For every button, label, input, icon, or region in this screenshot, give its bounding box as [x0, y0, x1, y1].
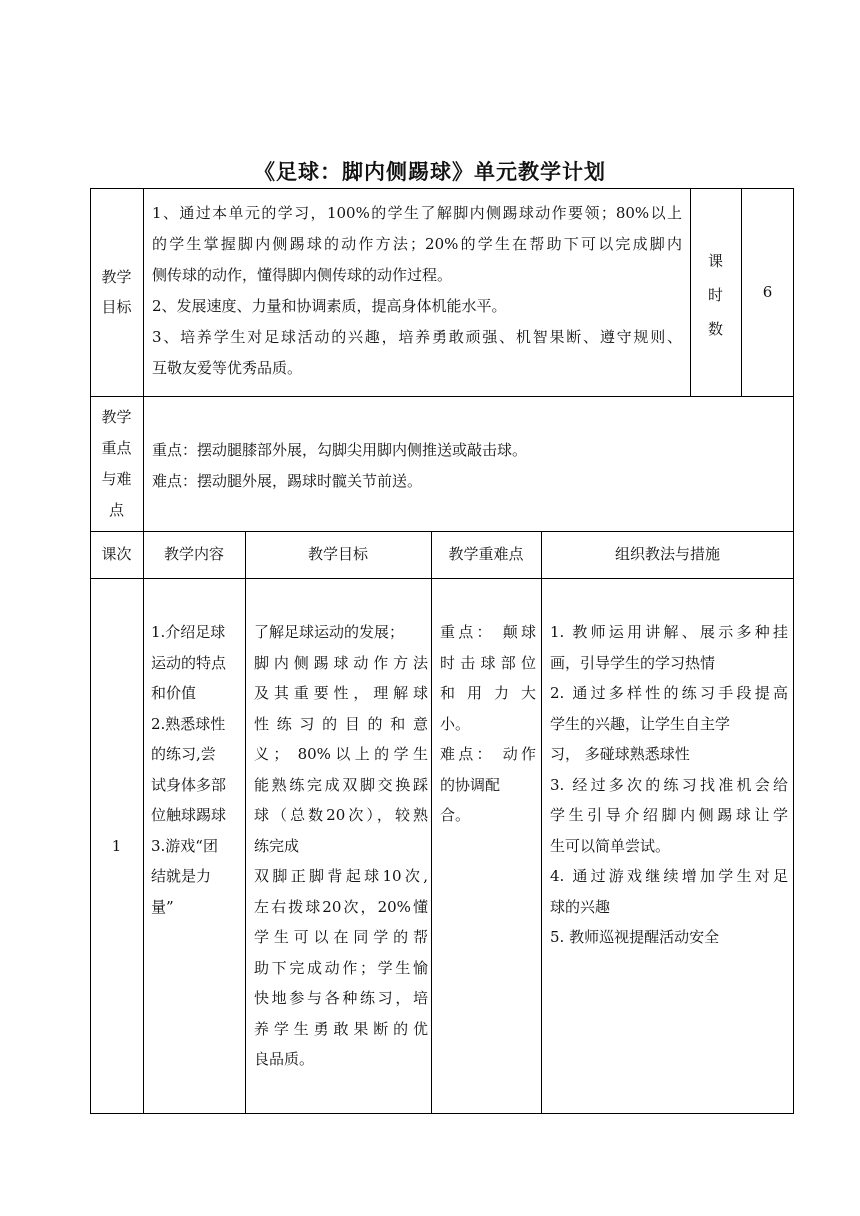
- rule-header-bottom: [90, 578, 794, 579]
- goals-label: 教学 目标: [101, 268, 132, 316]
- header-method: 组织教法与措施: [614, 545, 720, 563]
- lesson-objective: 了解足球运动的发展； 脚内侧踢球动作方法 及其重要性，理解球 性练习的目的和意 义； 80%以上的学生 能熟练完成双脚交换踩 球（总数20次），较熟 练完成 双脚正脚背起球10次, 左右拨球20次，20%懂 学生可以在同学的帮 助下完成动作；学生愉 快地参与各种练习，培 养学生勇敢果断的优 良品质。: [254, 623, 428, 1068]
- hours-value: 6: [762, 282, 773, 301]
- rule-content-col: [245, 531, 246, 1114]
- page-title: 《足球：脚内侧踢球》单元教学计划: [254, 160, 606, 184]
- keypoints-text: [152, 435, 772, 497]
- header-objective: 教学目标: [307, 545, 368, 563]
- header-content: 教学内容: [163, 545, 224, 563]
- rule-keypoint-col: [541, 531, 542, 1114]
- rule-label-col: [143, 188, 144, 1114]
- lesson-keypoints: 重点： 颠球 时击球部位 和 用 力 大 小。 难点： 动作 的协调配 合。: [440, 623, 536, 824]
- rule-objective-col: [431, 531, 432, 1114]
- keypoints-focus: 重点：摆动腿膝部外展，勾脚尖用脚内侧推送或敲击球。: [152, 441, 528, 459]
- goals-text: 1、通过本单元的学习，100%的学生了解脚内侧踢球动作要领；80%以上 的学生掌握脚内侧踢球的动作方法；20%的学生在帮助下可以完成脚内 侧传球的动作，懂得脚内侧传球的动作过程。 2、发展速度、力量和协调素质，提高身体机能水平。 3、培养学生对足球活动的兴趣，培养勇敢顽强、机智果断、遵守规则、 互敬友爱等优秀品质。: [152, 204, 682, 377]
- keypoints-label: 教学 重点 与难 点: [101, 407, 132, 519]
- keypoints-difficulty: 难点：摆动腿外展，踢球时髋关节前送。: [152, 472, 423, 490]
- header-keypoint: 教学重难点: [448, 545, 524, 563]
- lesson-methods: 1. 教师运用讲解、展示多种挂 画，引导学生的学习热情 2. 通过多样性的练习手段提高 学生的兴趣，让学生自主学 习， 多碰球熟悉球性 3. 经过多次的练习找准机会给 学生引导介绍脚内侧踢球让学 生可以简单尝试。 4. 通过游戏继续增加学生对足 球的兴趣 5. 教师巡视提醒活动安全: [550, 623, 788, 946]
- rule-goals-bottom: [90, 396, 794, 397]
- hours-label: 课 时 数: [707, 252, 723, 338]
- header-lesson: 课次: [101, 545, 132, 563]
- lesson-number: 1: [111, 836, 122, 855]
- lesson-content: 1.介绍足球 运动的特点 和价值 2.熟悉球性 的练习,尝 试身体多部 位触球踢球 3.游戏“团 结就是力 量”: [151, 623, 227, 916]
